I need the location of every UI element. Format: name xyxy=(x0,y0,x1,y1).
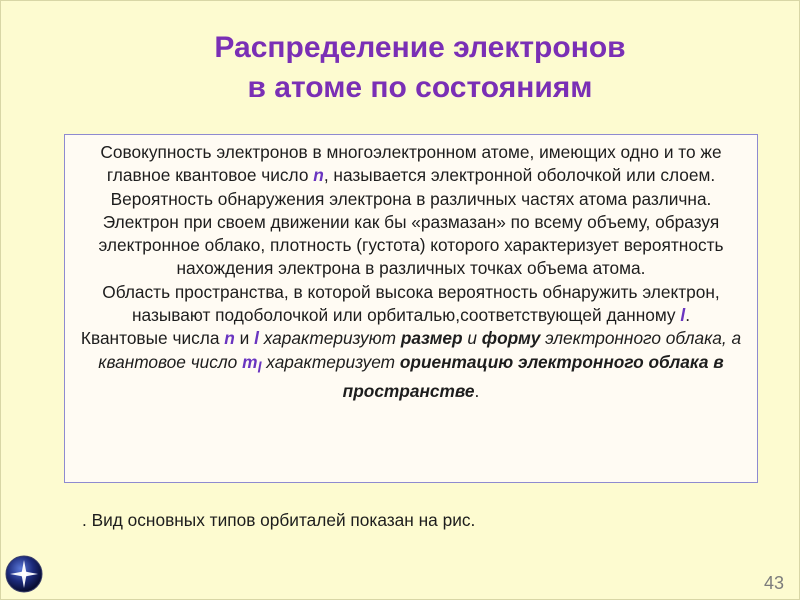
para4-text-d: электронного облака, а квантовое число xyxy=(98,328,742,372)
figure-note: . Вид основных типов орбиталей показан на рис. xyxy=(82,510,476,530)
para3-text-b: . xyxy=(685,305,690,326)
symbol-m: m xyxy=(242,351,258,372)
term-orientation: ориентацию электронного облака в пространстве xyxy=(342,351,724,402)
symbol-n-2: n xyxy=(224,328,235,349)
definition-panel xyxy=(64,134,758,483)
para4-text-b: характеризуют xyxy=(258,328,401,349)
symbol-n: n xyxy=(313,165,324,186)
title-line-2: в атоме по состояниям xyxy=(247,71,593,104)
symbol-l-2: l xyxy=(254,328,259,349)
para4-end: . xyxy=(474,381,480,402)
symbol-m-subscript: l xyxy=(257,360,262,377)
para4-and: и xyxy=(234,328,255,349)
page-number: 43 xyxy=(763,573,784,593)
para3-text-a: Область пространства, в которой высока вероятность обнаружить электрон, называют подоболочкой или орбиталью,соответствующей данному xyxy=(102,281,720,326)
para4-text-c: и xyxy=(462,328,482,349)
symbol-ml xyxy=(242,351,262,377)
term-size: размер xyxy=(400,328,463,349)
symbol-l: l xyxy=(680,305,686,326)
star-globe-logo-icon xyxy=(5,555,43,593)
paragraph-shell-definition xyxy=(75,141,747,188)
paragraph-quantum-numbers xyxy=(75,327,747,403)
title-line-1: Распределение электронов xyxy=(214,31,626,64)
para1-text-b: , называется электронной оболочкой или слоем. xyxy=(323,165,716,186)
paragraph-electron-cloud: Вероятность обнаружения электрона в различных частях атома различна. Электрон при своем движении как бы «размазан» по всему объему, образуя электронное облако, плотность (густота) которого характеризует вероятность нахождения электрона в различных точках объема атома. xyxy=(98,188,724,279)
para4-text-e: характеризует xyxy=(261,351,400,372)
term-shape: форму xyxy=(481,328,541,349)
para1-text-a: Совокупность электронов в многоэлектронном атоме, имеющих одно и то же главное квантовое число xyxy=(100,142,722,186)
paragraph-orbital-definition xyxy=(75,281,747,328)
slide-title xyxy=(150,28,690,108)
para4-text-a: Квантовые числа xyxy=(80,328,225,349)
